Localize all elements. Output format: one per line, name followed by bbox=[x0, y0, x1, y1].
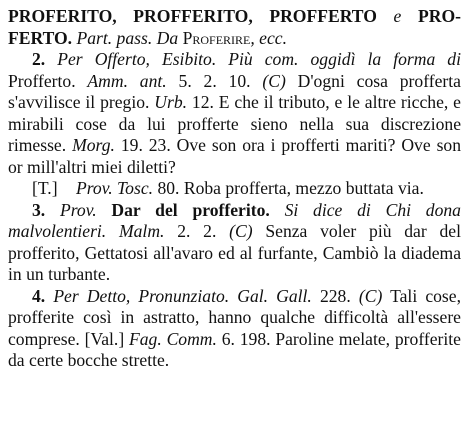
sense-definition: Per Offerto, Esibito. Più com. oggidì la forma di bbox=[57, 49, 461, 69]
citation-ref: 12. bbox=[191, 92, 214, 112]
citation-source: Urb. bbox=[154, 92, 188, 112]
validator-tag: [Val.] bbox=[84, 328, 125, 349]
headword-tail: FERTO. bbox=[8, 27, 73, 48]
citation-ref: 6. 198. bbox=[221, 328, 271, 349]
citation-source: Prov. Tosc. bbox=[75, 178, 154, 198]
sense-definition: Per Detto, Pronunziato. bbox=[53, 285, 230, 306]
citation-flag: (C) bbox=[358, 285, 383, 306]
citation-quote: Roba profferta, mezzo buttata via. bbox=[183, 178, 424, 198]
headword: PROFERITO, PROFFERITO, PROFFERTO bbox=[8, 6, 377, 26]
grammar-note: Part. pass. Da bbox=[76, 27, 179, 48]
sense-number: 2. bbox=[32, 49, 46, 69]
citation-ref: 80. bbox=[157, 178, 180, 198]
sense-form: Profferto. bbox=[8, 70, 76, 91]
sense-2 bbox=[8, 49, 461, 178]
citation-source: Morg. bbox=[72, 135, 115, 155]
etc-note: , ecc. bbox=[250, 27, 287, 48]
sense-definition: Si dice di Chi dona malvolentieri. bbox=[8, 199, 461, 241]
tommaseo-tag: [T.] bbox=[32, 178, 58, 198]
citation-quote: E che il tributo, e le altre ricche, e mirabili cose da lui profferte sieno nella sua discrezione rimesse. bbox=[8, 92, 461, 155]
citation-quote: D'ogni cosa profferta s'avvilisce il pregio. bbox=[8, 70, 461, 112]
entry-header bbox=[8, 6, 461, 49]
citation-ref: 19. 23. bbox=[120, 135, 171, 155]
citation-source: Fag. Comm. bbox=[129, 328, 217, 349]
citation-ref: 5. 2. 10. bbox=[178, 70, 251, 91]
sense-label: Prov. bbox=[59, 199, 97, 220]
sense-3 bbox=[8, 200, 461, 286]
headword-conjunction: e bbox=[393, 6, 402, 26]
citation-quote: Senza voler più dar del profferito, Gettatosi all'avaro ed al furfante, Cambiò la diadema in un turbante. bbox=[8, 221, 461, 284]
sense-phrase: Dar del profferito. bbox=[111, 199, 270, 220]
citation-source: Malm. bbox=[118, 221, 165, 241]
citation-flag: (C) bbox=[229, 221, 253, 241]
citation-source: Gal. Gall. bbox=[237, 285, 312, 306]
citation-flag: (C) bbox=[262, 70, 286, 91]
sense-number: 3. bbox=[32, 199, 46, 220]
citation-ref: 2. 2. bbox=[177, 221, 217, 241]
citation-quote: Paroline melate, profferite da certe bocche strette. bbox=[8, 328, 461, 370]
etymon: Proferire bbox=[182, 27, 251, 48]
sense-4 bbox=[8, 286, 461, 372]
tosc-note bbox=[8, 178, 461, 200]
sense-number: 4. bbox=[32, 285, 46, 306]
headword-continued: PRO- bbox=[418, 6, 461, 26]
citation-quote: Ove son ora i profferti mariti? Ove son or mill'altri miei diletti? bbox=[8, 135, 462, 177]
citation-quote: Tali cose, profferite così in astratto, hanno qualche difficoltà all'essere comprese. bbox=[8, 285, 461, 349]
citation-source: Amm. ant. bbox=[87, 70, 167, 91]
citation-ref: 228. bbox=[319, 285, 351, 306]
